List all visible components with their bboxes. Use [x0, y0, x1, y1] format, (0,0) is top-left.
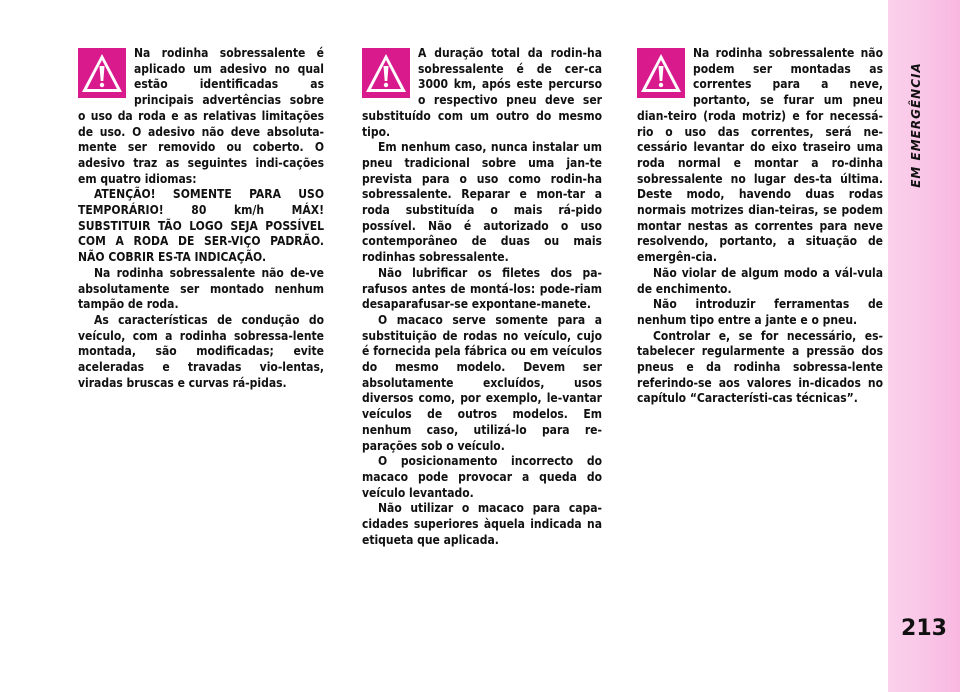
paragraph: A duração total da rodin-ha sobressalente é de cer-ca 3000 km, após este percurso o respectivo pneu deve ser substituído com um outro do mesmo tipo.: [362, 46, 602, 139]
paragraph: Em nenhum caso, nunca instalar um pneu tradicional sobre uma jan-te prevista para o uso como rodin-ha sobressalente. Reparar e mon-tar a roda substituída o mais rá-pido possível. Não é autorizado o uso contemporâneo de duas ou mais rodinhas sobressalente.: [362, 140, 602, 265]
paragraph: Não introduzir ferramentas de nenhum tipo entre a jante e o pneu.: [637, 297, 883, 327]
column-3: [637, 46, 883, 407]
warning-icon: [637, 48, 685, 98]
paragraph: Controlar e, se for necessário, es-tabelecer regularmente a pressão dos pneus e da rodinha sobressa-lente referindo-se aos valores in-dicados no capítulo “Característi-cas técnicas”.: [637, 328, 883, 406]
paragraph: Não lubrificar os filetes dos pa-rafusos antes de montá-los: pode-riam desaparafusar-se expontane-manete.: [362, 265, 602, 312]
paragraph: As características de condução do veículo, com a rodinha sobressa-lente montada, são modificadas; evite aceleradas e travadas vio-lentas, viradas bruscas e curvas rá-pidas.: [78, 312, 324, 390]
column-1: [78, 46, 324, 391]
paragraph: Na rodinha sobressalente é aplicado um adesivo no qual estão identificadas as principais advertências sobre o uso da roda e as relativas limitações de uso. O adesivo não deve absoluta-mente ser removido ou coberto. O adesivo traz as seguintes indi-cações em quatro idiomas:: [78, 46, 324, 186]
paragraph: Não utilizar o macaco para capa-cidades superiores àquela indicada na etiqueta que aplicada.: [362, 501, 602, 547]
paragraph-warning-label: ATENÇÃO! SOMENTE PARA USO TEMPORÁRIO! 80 km/h MÁX! SUBSTITUIR TÃO LOGO SEJA POSSÍVEL COM A RODA DE SER-VIÇO PADRÃO. NÃO COBRIR ES-TA INDICAÇÃO.: [78, 187, 324, 265]
section-title: [896, 40, 936, 210]
column-2: [362, 46, 602, 549]
paragraph: Não violar de algum modo a vál-vula de enchimento.: [637, 265, 883, 296]
paragraph: Na rodinha sobressalente não de-ve absolutamente ser montado nenhum tampão de roda.: [78, 265, 324, 312]
section-title-text: EM EMERGÊNCIA: [909, 62, 924, 188]
page-number: 213: [901, 616, 947, 641]
warning-icon: [78, 48, 126, 98]
paragraph: Na rodinha sobressalente não podem ser montadas as correntes para a neve, portanto, se furar um pneu dian-teiro (roda motriz) e for necessá-rio o uso das correntes, será ne-cessário levantar do eixo traseiro uma roda normal e montar a ro-dinha sobressalente no lugar des-ta última. Deste modo, havendo duas rodas normais motrizes dian-teiras, se podem montar nestas as correntes para neve resolvendo, portanto, a situação de emergên-cia.: [637, 46, 883, 265]
paragraph: O posicionamento incorrecto do macaco pode provocar a queda do veículo levantado.: [362, 454, 602, 500]
paragraph: O macaco serve somente para a substituição de rodas no veículo, cujo é fornecida pela fábrica ou em veículos do mesmo modelo. Devem ser absolutamente excluídos, usos diversos como, por exemplo, le-vantar veículos de outros modelos. Em nenhum caso, utilizá-lo para re-parações sob o veículo.: [362, 312, 602, 453]
warning-icon: [362, 48, 410, 98]
